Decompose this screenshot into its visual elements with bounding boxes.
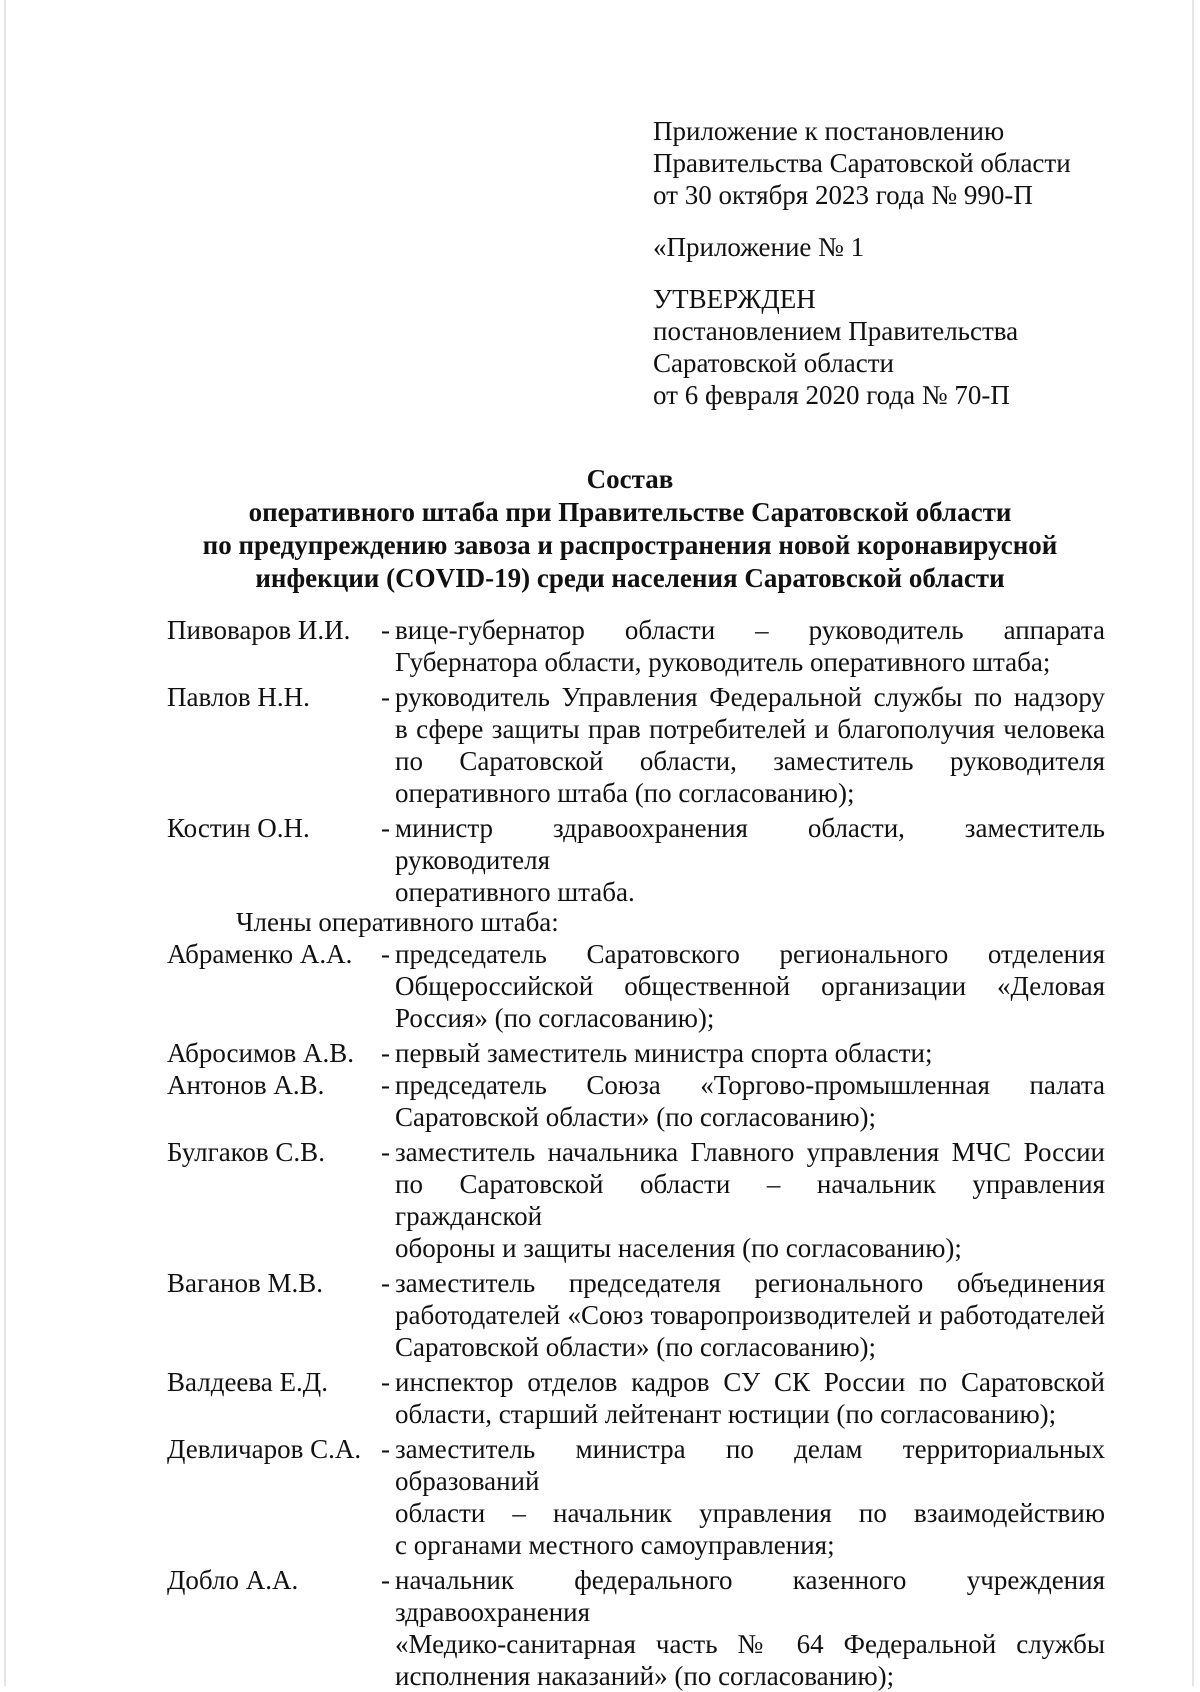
person-position — [395, 1433, 1105, 1561]
position-line: Россия» (по согласованию); — [395, 1003, 715, 1033]
scan-edge-right — [1192, 0, 1194, 1686]
position-line: начальник федерального казенного учреждения здравоохранения — [395, 1565, 1105, 1627]
person-position — [395, 614, 1105, 678]
dash: - — [381, 1434, 390, 1464]
dash: - — [381, 1268, 390, 1298]
position-line: заместитель начальника Главного управления МЧС России — [395, 1137, 1105, 1167]
title-line: инфекции (COVID-19) среди населения Саратовской области — [255, 563, 1005, 593]
position-line: Общероссийской общественной организации «Деловая — [395, 971, 1105, 1001]
position-line: области – начальник управления по взаимодействию — [395, 1498, 1105, 1528]
dash: - — [381, 1070, 390, 1100]
person-position — [395, 1037, 1105, 1069]
person-name: Костин О.Н. — [167, 813, 310, 843]
position-line: с органами местного самоуправления; — [395, 1530, 835, 1560]
appendix-line: Правительства Саратовской области — [653, 148, 1071, 178]
members-heading: Члены оперативного штаба: — [236, 907, 559, 937]
position-line: заместитель министра по делам территориальных образований — [395, 1434, 1105, 1496]
dash: - — [381, 1137, 390, 1167]
list-item — [167, 681, 1107, 809]
list-item — [167, 1366, 1107, 1430]
position-line: Губернатора области, руководитель оперативного штаба; — [395, 647, 1051, 677]
person-name: Пивоваров И.И. — [167, 615, 351, 645]
dash: - — [381, 939, 390, 969]
members-list — [167, 938, 1107, 1692]
position-line: области, старший лейтенант юстиции (по согласованию); — [395, 1399, 1057, 1429]
position-line: председатель Союза «Торгово-промышленная палата — [395, 1070, 1105, 1100]
position-line: исполнения наказаний» (по согласованию); — [395, 1661, 895, 1691]
person-position — [395, 681, 1105, 809]
list-item — [167, 938, 1107, 1034]
list-item — [167, 614, 1107, 678]
person-name: Булгаков С.В. — [167, 1137, 325, 1167]
position-line: вице-губернатор области – руководитель аппарата — [395, 615, 1105, 645]
list-item — [167, 1136, 1107, 1264]
dash: - — [381, 1565, 390, 1595]
person-position — [395, 938, 1105, 1034]
position-line: «Медико-санитарная часть № 64 Федеральной службы — [395, 1629, 1105, 1659]
person-name: Абраменко А.А. — [167, 939, 353, 969]
position-line: в сфере защиты прав потребителей и благополучия человека — [395, 714, 1105, 744]
scan-edge-left — [4, 0, 6, 1686]
person-name: Абросимов А.В. — [167, 1038, 355, 1068]
dash: - — [381, 1038, 390, 1068]
list-item — [167, 1267, 1107, 1363]
position-line: инспектор отделов кадров СУ СК России по Саратовской — [395, 1367, 1105, 1397]
position-line: обороны и защиты населения (по согласованию); — [395, 1233, 962, 1263]
appendix-number: «Приложение № 1 — [653, 232, 865, 262]
list-item — [167, 1069, 1107, 1133]
position-line: председатель Саратовского регионального отделения — [395, 939, 1105, 969]
dash: - — [381, 1367, 390, 1397]
person-position — [395, 812, 1105, 908]
position-line: по Саратовской области, заместитель руководителя — [395, 746, 1105, 776]
list-item — [167, 812, 1107, 908]
person-name: Ваганов М.В. — [167, 1268, 324, 1298]
position-line: Саратовской области» (по согласованию); — [395, 1332, 877, 1362]
dash: - — [381, 682, 390, 712]
approved-line: Саратовской области — [653, 348, 894, 378]
title-line: Состав — [586, 464, 674, 494]
appendix-block — [653, 115, 1173, 411]
list-item — [167, 1037, 1107, 1069]
dash: - — [381, 615, 390, 645]
title-line: по предупреждению завоза и распространения новой коронавирусной — [202, 530, 1058, 560]
appendix-line: Приложение к постановлению — [653, 116, 1005, 146]
person-name: Антонов А.В. — [167, 1070, 325, 1100]
position-line: министр здравоохранения области, заместитель руководителя — [395, 813, 1105, 875]
title-line: оперативного штаба при Правительстве Саратовской области — [248, 497, 1012, 527]
position-line: первый заместитель министра спорта области; — [395, 1038, 933, 1068]
person-position — [395, 1564, 1105, 1692]
position-line: руководитель Управления Федеральной службы по надзору — [395, 682, 1105, 712]
list-item — [167, 1433, 1107, 1561]
document-title — [150, 463, 1110, 595]
approved-heading: УТВЕРЖДЕН — [653, 284, 816, 314]
person-name: Валдеева Е.Д. — [167, 1367, 328, 1397]
person-position — [395, 1069, 1105, 1133]
person-position — [395, 1366, 1105, 1430]
dash: - — [381, 813, 390, 843]
person-name: Павлов Н.Н. — [167, 682, 310, 712]
position-line: по Саратовской области – начальник управления гражданской — [395, 1169, 1105, 1231]
approved-line: от 6 февраля 2020 года № 70-П — [653, 380, 1010, 410]
person-name: Добло А.А. — [167, 1565, 299, 1595]
person-position — [395, 1267, 1105, 1363]
position-line: оперативного штаба (по согласованию); — [395, 778, 855, 808]
person-position — [395, 1136, 1105, 1264]
approved-line: постановлением Правительства — [653, 316, 1019, 346]
appendix-line: от 30 октября 2023 года № 990-П — [653, 180, 1033, 210]
person-name: Девличаров С.А. — [167, 1434, 362, 1464]
position-line: работодателей «Союз товаропроизводителей и работодателей — [395, 1300, 1105, 1330]
position-line: Саратовской области» (по согласованию); — [395, 1102, 877, 1132]
leadership-list — [167, 614, 1107, 908]
position-line: заместитель председателя регионального объединения — [395, 1268, 1105, 1298]
position-line: оперативного штаба. — [395, 877, 635, 907]
list-item — [167, 1564, 1107, 1692]
